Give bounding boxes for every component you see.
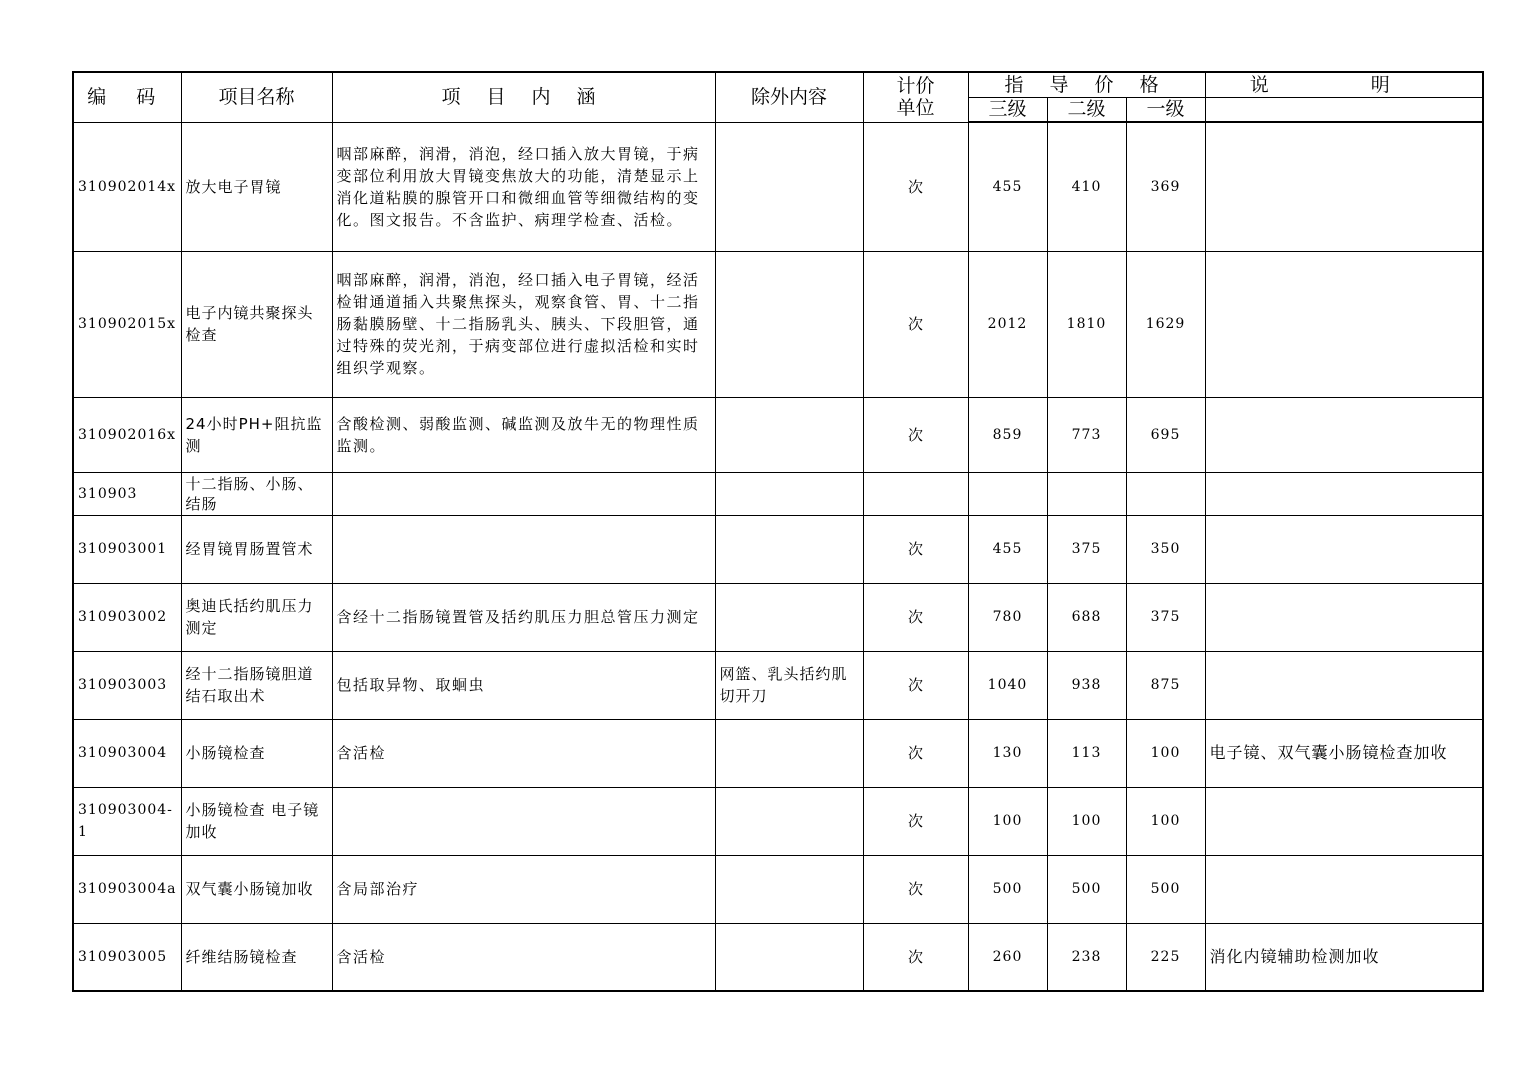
cell-content: 包括取异物、取蛔虫: [332, 651, 715, 719]
cell-name: 小肠镜检查 电子镜加收: [181, 787, 332, 855]
header-unit: [863, 72, 968, 122]
cell-price-level1: 350: [1126, 515, 1205, 583]
header-exclude: 除外内容: [715, 72, 863, 122]
table-header: [73, 72, 1483, 122]
cell-name: 经胃镜胃肠置管术: [181, 515, 332, 583]
cell-name: 奥迪氏括约肌压力测定: [181, 583, 332, 651]
cell-note: [1205, 397, 1483, 472]
cell-price-level1: 100: [1126, 787, 1205, 855]
cell-unit: [863, 472, 968, 515]
cell-price-level1: 375: [1126, 583, 1205, 651]
cell-code: 310903: [73, 472, 181, 515]
cell-code: 310902014x: [73, 122, 181, 251]
cell-content: [332, 787, 715, 855]
table-row: [73, 397, 1483, 472]
cell-price-level2: 773: [1047, 397, 1126, 472]
cell-name: 小肠镜检查: [181, 719, 332, 787]
cell-note: [1205, 122, 1483, 251]
price-table: [72, 71, 1484, 992]
cell-note: 电子镜、双气囊小肠镜检查加收: [1205, 719, 1483, 787]
header-unit-line2: 单位: [896, 97, 935, 120]
cell-price-level2: 410: [1047, 122, 1126, 251]
cell-unit: 次: [863, 719, 968, 787]
cell-exclude: [715, 397, 863, 472]
table-row: [73, 515, 1483, 583]
cell-price-level3: 2012: [968, 251, 1047, 397]
cell-note: 消化内镜辅助检测加收: [1205, 923, 1483, 991]
cell-price-level3: [968, 472, 1047, 515]
header-note: 说 明: [1205, 72, 1483, 97]
cell-price-level1: 500: [1126, 855, 1205, 923]
cell-unit: 次: [863, 787, 968, 855]
cell-content: 咽部麻醉，润滑，消泡，经口插入电子胃镜，经活检钳通道插入共聚焦探头，观察食管、胃、十二指肠黏膜肠壁、十二指肠乳头、胰头、下段胆管，通过特殊的荧光剂，于病变部位进行虚拟活检和实时组织学观察。: [332, 251, 715, 397]
cell-unit: 次: [863, 515, 968, 583]
cell-content: 含经十二指肠镜置管及括约肌压力胆总管压力测定: [332, 583, 715, 651]
cell-price-level2: 375: [1047, 515, 1126, 583]
cell-code: 310902015x: [73, 251, 181, 397]
table-body: [73, 122, 1483, 991]
table-row-section: [73, 472, 1483, 515]
cell-unit: 次: [863, 251, 968, 397]
header-name: 项目名称: [181, 72, 332, 122]
cell-note: [1205, 583, 1483, 651]
cell-price-level3: 1040: [968, 651, 1047, 719]
cell-exclude: 网篮、乳头括约肌切开刀: [715, 651, 863, 719]
cell-price-level2: [1047, 472, 1126, 515]
cell-name: 纤维结肠镜检查: [181, 923, 332, 991]
cell-code: 310903004: [73, 719, 181, 787]
cell-price-level3: 455: [968, 515, 1047, 583]
cell-content: 含活检: [332, 923, 715, 991]
cell-code: 310903004-1: [73, 787, 181, 855]
cell-note: [1205, 787, 1483, 855]
cell-price-level3: 500: [968, 855, 1047, 923]
cell-unit: 次: [863, 651, 968, 719]
table-row: [73, 719, 1483, 787]
header-price-group: 指 导 价 格: [968, 72, 1205, 97]
cell-content: 含酸检测、弱酸监测、碱监测及放牛无的物理性质监测。: [332, 397, 715, 472]
cell-exclude: [715, 787, 863, 855]
cell-name: 电子内镜共聚探头检查: [181, 251, 332, 397]
cell-name: 放大电子胃镜: [181, 122, 332, 251]
cell-exclude: [715, 719, 863, 787]
cell-exclude: [715, 583, 863, 651]
cell-price-level1: 225: [1126, 923, 1205, 991]
cell-price-level1: 875: [1126, 651, 1205, 719]
cell-price-level3: 130: [968, 719, 1047, 787]
cell-unit: 次: [863, 583, 968, 651]
table-row: [73, 651, 1483, 719]
cell-note: [1205, 855, 1483, 923]
cell-name: 十二指肠、小肠、结肠: [181, 472, 332, 515]
cell-content: [332, 472, 715, 515]
table-row: [73, 855, 1483, 923]
cell-price-level2: 1810: [1047, 251, 1126, 397]
table-row: [73, 122, 1483, 251]
table-row: [73, 787, 1483, 855]
cell-exclude: [715, 923, 863, 991]
cell-price-level1: [1126, 472, 1205, 515]
cell-code: 310903004a: [73, 855, 181, 923]
cell-exclude: [715, 472, 863, 515]
cell-unit: 次: [863, 122, 968, 251]
table-row: [73, 251, 1483, 397]
cell-price-level2: 100: [1047, 787, 1126, 855]
cell-price-level2: 938: [1047, 651, 1126, 719]
header-unit-line1: 计价: [896, 75, 935, 98]
header-code: 编 码: [73, 72, 181, 122]
cell-code: 310903003: [73, 651, 181, 719]
cell-price-level1: 1629: [1126, 251, 1205, 397]
cell-price-level3: 859: [968, 397, 1047, 472]
cell-price-level1: 369: [1126, 122, 1205, 251]
cell-name: 24小时PH+阻抗监测: [181, 397, 332, 472]
cell-unit: 次: [863, 923, 968, 991]
cell-content: 含活检: [332, 719, 715, 787]
cell-exclude: [715, 855, 863, 923]
cell-price-level3: 260: [968, 923, 1047, 991]
cell-price-level3: 455: [968, 122, 1047, 251]
cell-exclude: [715, 251, 863, 397]
header-level1: 一级: [1126, 97, 1205, 122]
cell-exclude: [715, 122, 863, 251]
cell-note: [1205, 251, 1483, 397]
cell-price-level3: 780: [968, 583, 1047, 651]
cell-unit: 次: [863, 397, 968, 472]
cell-exclude: [715, 515, 863, 583]
cell-code: 310903002: [73, 583, 181, 651]
header-level2: 二级: [1047, 97, 1126, 122]
cell-note: [1205, 515, 1483, 583]
cell-price-level2: 113: [1047, 719, 1126, 787]
cell-price-level2: 688: [1047, 583, 1126, 651]
cell-content: 咽部麻醉，润滑，消泡，经口插入放大胃镜，于病变部位利用放大胃镜变焦放大的功能，清楚显示上消化道粘膜的腺管开口和微细血管等细微结构的变化。图文报告。不含监护、病理学检查、活检。: [332, 122, 715, 251]
cell-price-level2: 500: [1047, 855, 1126, 923]
cell-unit: 次: [863, 855, 968, 923]
header-content: 项 目 内 涵: [332, 72, 715, 122]
cell-code: 310903005: [73, 923, 181, 991]
cell-price-level1: 100: [1126, 719, 1205, 787]
cell-name: 双气囊小肠镜加收: [181, 855, 332, 923]
cell-price-level1: 695: [1126, 397, 1205, 472]
cell-content: [332, 515, 715, 583]
cell-note: [1205, 651, 1483, 719]
header-level3: 三级: [968, 97, 1047, 122]
cell-price-level3: 100: [968, 787, 1047, 855]
cell-content: 含局部治疗: [332, 855, 715, 923]
cell-price-level2: 238: [1047, 923, 1126, 991]
cell-code: 310902016x: [73, 397, 181, 472]
cell-name: 经十二指肠镜胆道结石取出术: [181, 651, 332, 719]
header-note-blank: [1205, 97, 1483, 122]
table-row: [73, 583, 1483, 651]
cell-note: [1205, 472, 1483, 515]
cell-code: 310903001: [73, 515, 181, 583]
table-row: [73, 923, 1483, 991]
